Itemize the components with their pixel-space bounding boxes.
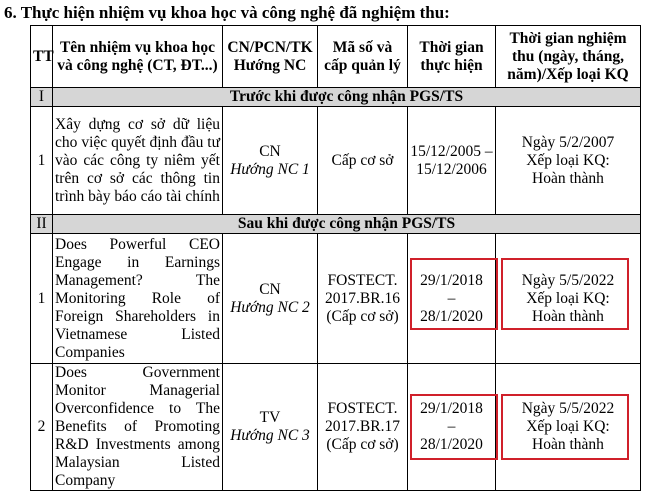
- row-number: 2: [31, 364, 53, 491]
- time-cell: [408, 364, 496, 491]
- result-cell: [496, 234, 641, 364]
- header-task-name: Tên nhiệm vụ khoa học và công nghệ (CT, ĐT...): [53, 26, 223, 88]
- header-code: Mã số và cấp quản lý: [318, 26, 408, 88]
- role-cell: [223, 234, 318, 364]
- research-tasks-table: [30, 25, 641, 491]
- result-cell: [496, 107, 641, 215]
- role: CN: [259, 142, 281, 160]
- section-title: 6. Thực hiện nhiệm vụ khoa học và công nghệ đã nghiệm thu:: [4, 3, 450, 22]
- header-time: Thời gian thực hiện: [408, 26, 496, 88]
- code-cell: [318, 234, 408, 364]
- grade: Hoàn thành: [532, 307, 604, 325]
- role: CN: [259, 280, 281, 298]
- role-cell: [223, 107, 318, 215]
- group-row-2: [31, 215, 641, 234]
- row-number: 1: [31, 234, 53, 364]
- table-row: [31, 107, 641, 215]
- research-direction: Hướng NC 3: [230, 427, 310, 444]
- time-end: 28/1/2020: [420, 307, 483, 325]
- task-name: Xây dựng cơ sở dữ liệu cho việc quyết định đầu tư vào các công ty niêm yết trên cơ sở các thông tin trình bày báo cáo tài chính: [53, 107, 223, 215]
- task-name: Does Government Monitor Managerial Overconfidence to The Benefits of Promoting R&D Investments among Malaysian Listed Company: [53, 364, 223, 491]
- research-direction: Hướng NC 2: [230, 298, 310, 316]
- role-cell: [223, 364, 318, 491]
- row-number: 1: [31, 107, 53, 215]
- role: TV: [259, 409, 281, 426]
- time-dash: –: [447, 289, 456, 307]
- group-label: Sau khi được công nhận PGS/TS: [53, 215, 641, 234]
- task-code: Cấp cơ sở: [331, 151, 394, 169]
- acceptance-date: Ngày 5/5/2022: [521, 400, 615, 417]
- grade-label: Xếp loại KQ:: [526, 151, 610, 169]
- grade: Hoàn thành: [532, 169, 604, 187]
- time-end: 15/12/2006: [416, 160, 487, 178]
- task-level: (Cấp cơ sở): [326, 307, 399, 325]
- time-end: 28/1/2020: [420, 436, 483, 453]
- task-code: FOSTECT. 2017.BR.16: [325, 271, 400, 307]
- table-row: [31, 234, 641, 364]
- research-direction: Hướng NC 1: [230, 160, 310, 178]
- time-cell: [408, 107, 496, 215]
- group-label: Trước khi được công nhận PGS/TS: [53, 88, 641, 107]
- grade-label: Xếp loại KQ:: [526, 418, 610, 435]
- task-name: Does Powerful CEO Engage in Earnings Management? The Monitoring Role of Foreign Shareholders in Vietnamese Listed Companies: [53, 234, 223, 364]
- code-cell: [318, 364, 408, 491]
- acceptance-date: Ngày 5/2/2007: [521, 133, 615, 151]
- time-start: 29/1/2018: [420, 400, 483, 417]
- group-row-1: [31, 88, 641, 107]
- table-row: [31, 364, 641, 491]
- result-cell: [496, 364, 641, 491]
- grade: Hoàn thành: [532, 436, 604, 453]
- task-level: (Cấp cơ sở): [326, 436, 399, 453]
- time-dash: –: [447, 418, 456, 435]
- task-code: FOSTECT. 2017.BR.17: [325, 400, 400, 435]
- code-cell: [318, 107, 408, 215]
- grade-label: Xếp loại KQ:: [526, 289, 610, 307]
- header-result: Thời gian nghiệm thu (ngày, tháng, năm)/Xếp loại KQ: [496, 26, 641, 88]
- header-tt: TT: [31, 26, 53, 88]
- time-start: 15/12/2005 –: [410, 142, 493, 160]
- header-role: CN/PCN/TK Hướng NC: [223, 26, 318, 88]
- header-row: [31, 26, 641, 88]
- group-number: II: [31, 215, 53, 234]
- group-number: I: [31, 88, 53, 107]
- time-cell: [408, 234, 496, 364]
- acceptance-date: Ngày 5/5/2022: [521, 271, 615, 289]
- time-start: 29/1/2018: [420, 271, 483, 289]
